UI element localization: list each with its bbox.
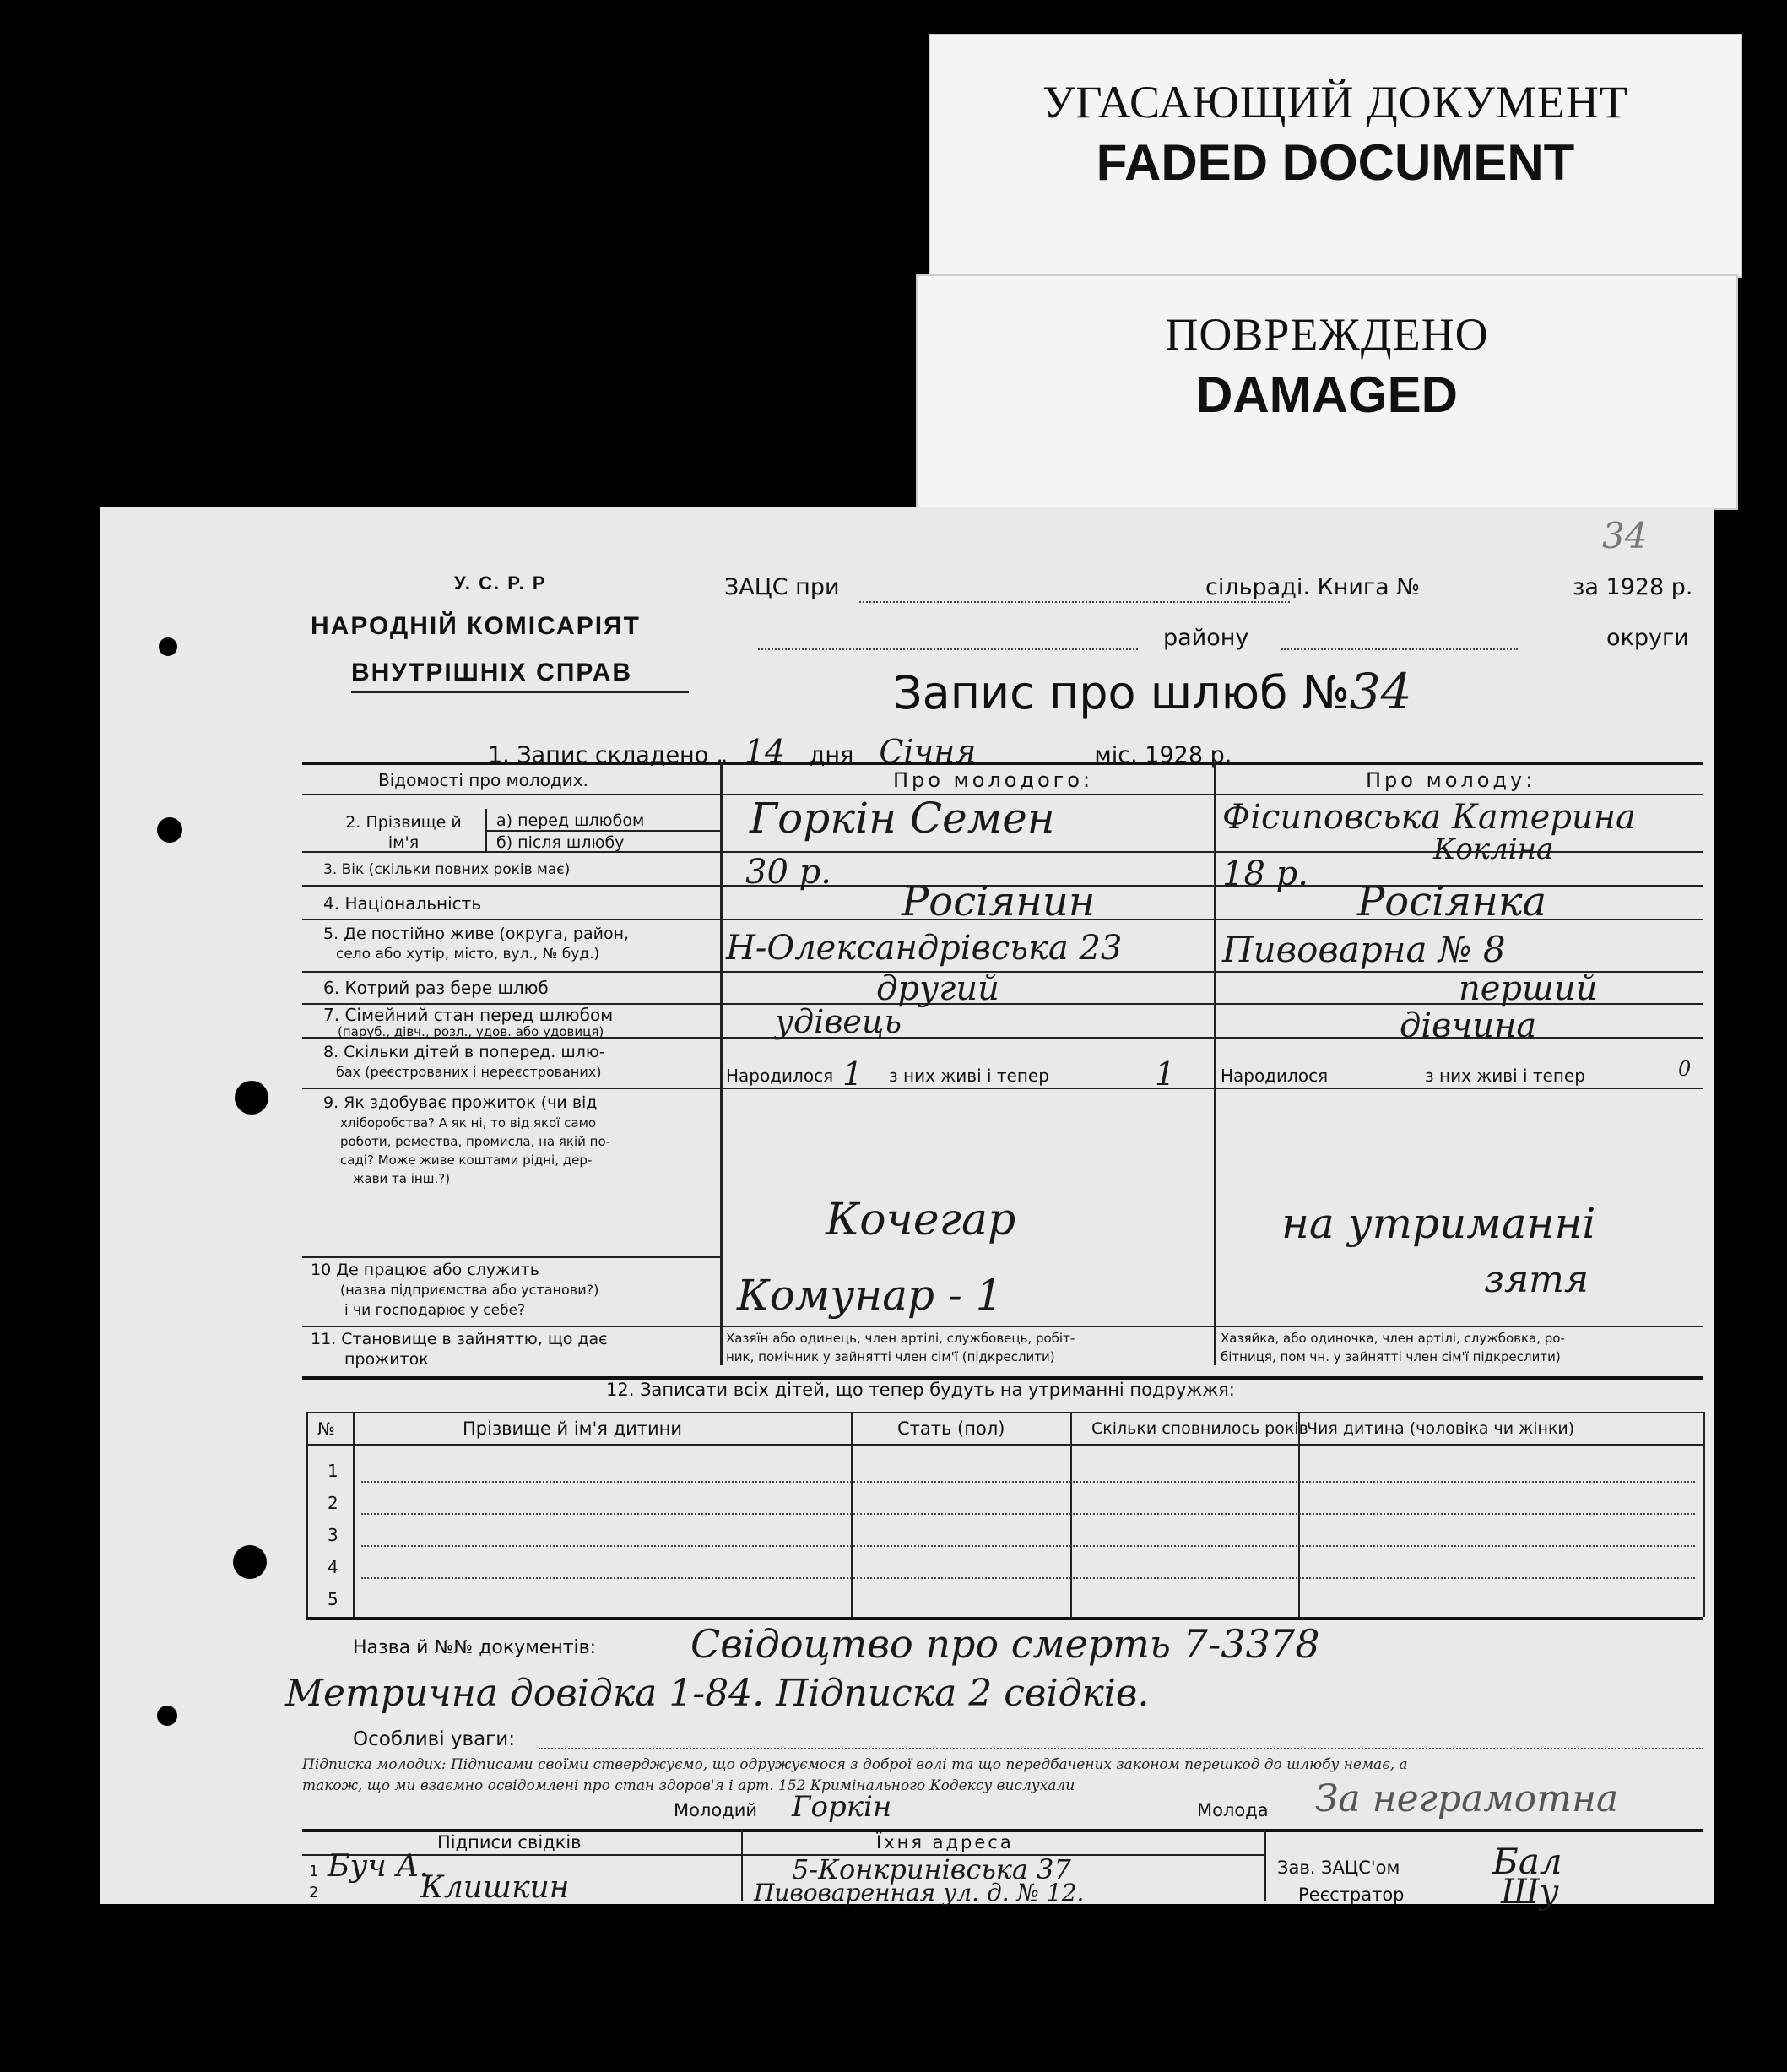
groom-alive-label: з них живі і тепер <box>889 1066 1049 1086</box>
rayonu: району <box>1163 625 1249 651</box>
children-col-sex: Стать (пол) <box>897 1418 1005 1439</box>
bride-age: 18 р. <box>1222 854 1308 893</box>
notes-label: Особливі уваги: <box>353 1728 515 1750</box>
usrr-heading: У. С. Р. Р <box>454 572 547 594</box>
bride-nationality: Росіянка <box>1357 878 1547 925</box>
record-mis: міс. 1928 р. <box>1094 742 1232 768</box>
registrar-label: Реєстратор <box>1298 1885 1405 1905</box>
row-2b: б) після шлюбу <box>496 833 625 852</box>
declaration-line1: Підписка молодих: Підписами своїми стверджуємо, що одружуємося з доброї волі та що передбачених законом перешкод до шлюбу немає, а <box>302 1756 1408 1773</box>
faded-label-ru: УГАСАЮЩИЙ ДОКУМЕНТ <box>1042 77 1628 127</box>
bride-sign-label: Молода <box>1197 1800 1269 1820</box>
groom-name: Горкін Семен <box>750 794 1055 843</box>
children-col-no: № <box>317 1418 335 1439</box>
bride-row11-l2: бітниця, пом чн. у зайнятті член сім'ї підкреслити) <box>1221 1349 1561 1364</box>
groom-sign-label: Молодий <box>674 1800 758 1820</box>
groom-occupation: Кочегар <box>826 1195 1016 1245</box>
commissariat-line2: ВНУТРІШНІХ СПРАВ <box>351 659 633 686</box>
row-2a: а) перед шлюбом <box>496 811 645 830</box>
children-row-2: 2 <box>328 1493 338 1513</box>
za-year: за 1928 р. <box>1573 574 1693 600</box>
record-title <box>893 663 1412 720</box>
children-heading: 12. Записати всіх дітей, що тепер будуть на утриманні подружжя: <box>606 1380 1235 1400</box>
groom-born-label: Народилося <box>726 1066 834 1086</box>
okrugi: округи <box>1606 625 1689 651</box>
groom-times: другий <box>876 969 999 1008</box>
groom-signature: Горкін <box>792 1790 892 1824</box>
documents-label: Назва й №№ документів: <box>353 1637 597 1658</box>
documents-line1: Свідоцтво про смерть 7-3378 <box>690 1621 1320 1667</box>
bride-born-label: Народилося <box>1221 1066 1329 1086</box>
children-row-1: 1 <box>328 1461 338 1481</box>
punch-hole <box>159 637 177 656</box>
groom-nationality: Росіянин <box>902 878 1096 925</box>
record-prefix: 1. Запис складено „ <box>488 742 728 768</box>
witness-address-1: 5-Конкринівська 37 <box>792 1853 1071 1885</box>
record-number: 34 <box>1349 663 1412 720</box>
groom-workplace: Комунар - 1 <box>737 1271 1003 1320</box>
bride-name: Фісиповська Катерина <box>1222 798 1636 837</box>
damaged-label <box>916 274 1738 510</box>
witness-2-no: 2 <box>309 1884 319 1901</box>
children-col-name: Прізвище й ім'я дитини <box>463 1418 683 1439</box>
bride-occupation-2: зятя <box>1484 1258 1589 1301</box>
witness-1-signature: Буч А. <box>328 1849 429 1884</box>
row-11-l2: прожиток <box>344 1350 429 1369</box>
row-10-l3: і чи господарює у себе? <box>344 1302 526 1319</box>
groom-row11-l2: ник, помічник у зайнятті член сім'ї (підкреслити) <box>726 1349 1055 1364</box>
record-month: Січня <box>879 733 977 770</box>
children-row-5: 5 <box>328 1589 338 1609</box>
record-day: 14 <box>744 733 786 770</box>
witness-1-no: 1 <box>309 1863 319 1880</box>
row-8-l1: 8. Скільки дітей в поперед. шлю- <box>323 1043 605 1061</box>
zags-head-signature: Бал <box>1492 1841 1562 1882</box>
row-10-l1: 10 Де працює або служить <box>311 1261 539 1279</box>
row-9-l5: жави та інш.?) <box>353 1171 451 1186</box>
damaged-label-ru: ПОВРЕЖДЕНО <box>1165 309 1489 360</box>
column-groom: Про молодого: <box>893 768 1094 792</box>
row-5-l1: 5. Де постійно живе (округа, район, <box>323 925 630 943</box>
record-dnya: дня <box>809 742 854 768</box>
registrar-signature: Шу <box>1501 1873 1559 1912</box>
bride-status: дівчина <box>1400 1006 1537 1045</box>
bride-name-2: Кокліна <box>1433 833 1554 866</box>
children-row-3: 3 <box>328 1525 338 1545</box>
silradi-kniga: сільраді. Книга № <box>1205 574 1421 600</box>
row-9-l3: роботи, ремества, промисла, на якій по- <box>340 1134 611 1149</box>
commissariat-line1: НАРОДНІЙ КОМІСАРІЯТ <box>311 612 641 640</box>
damaged-label-en: DAMAGED <box>1196 366 1458 423</box>
faded-label-en: FADED DOCUMENT <box>1096 134 1575 191</box>
column-bride: Про молоду: <box>1366 768 1536 792</box>
row-9-l4: саді? Може живе коштами рідні, дер- <box>340 1153 593 1168</box>
zags-head-label: Зав. ЗАЦС'ом <box>1277 1858 1400 1878</box>
witness-address-header: Їхня адреса <box>876 1832 1014 1852</box>
row-6: 6. Котрий раз бере шлюб <box>323 978 549 998</box>
row-10-l2: (назва підприємства або установи?) <box>340 1282 599 1298</box>
row-5-l2: село або хутір, місто, вул., № буд.) <box>336 946 600 963</box>
corner-number: 34 <box>1602 515 1648 556</box>
groom-alive: 1 <box>1155 1055 1176 1093</box>
punch-hole <box>233 1545 267 1579</box>
groom-born: 1 <box>842 1055 864 1093</box>
children-row-4: 4 <box>328 1557 338 1577</box>
groom-row11-l1: Хазяїн або одинець, член артілі, службовець, робіт- <box>726 1331 1075 1346</box>
bride-address: Пивоварна № 8 <box>1222 929 1506 970</box>
children-col-age: Скільки сповнилось років <box>1091 1419 1308 1438</box>
record-title-text: Запис про шлюб № <box>893 666 1350 719</box>
witness-sigs-header: Підписи свідків <box>437 1832 582 1852</box>
bride-alive: 0 <box>1678 1057 1692 1081</box>
bride-alive-label: з них живі і тепер <box>1425 1066 1585 1086</box>
bride-row11-l1: Хазяйка, або одиночка, член артілі, службовка, ро- <box>1221 1331 1565 1346</box>
bride-occupation: на утриманні <box>1281 1199 1596 1248</box>
row-11-l1: 11. Становище в зайняттю, що дає <box>311 1330 608 1348</box>
marriage-record-sheet <box>100 507 1714 1912</box>
witness-address-2: Пивоваренная ул. д. № 12. <box>754 1879 1085 1907</box>
witness-2-signature: Клишкин <box>420 1870 570 1905</box>
bride-times: перший <box>1459 969 1598 1008</box>
column-info: Відомості про молодих. <box>378 770 588 790</box>
documents-line2: Метрична довідка 1-84. Підписка 2 свідків. <box>285 1672 1150 1715</box>
row-7-l1: 7. Сімейний стан перед шлюбом <box>323 1005 614 1025</box>
row-4: 4. Національність <box>323 893 482 914</box>
row-9-l1: 9. Як здобуває прожиток (чи від <box>323 1093 598 1112</box>
punch-hole <box>157 1706 177 1726</box>
groom-address: Н-Олександрівська 23 <box>726 929 1123 968</box>
row-9-l2: хліборобства? А як ні, то від якої само <box>340 1115 597 1131</box>
punch-hole <box>157 817 182 843</box>
zags-pri: ЗАЦС при <box>724 574 840 600</box>
row-3: 3. Вік (скільки повних років має) <box>323 861 571 878</box>
row-8-l2: бах (реєстрованих і нереєстрованих) <box>336 1064 602 1080</box>
groom-age: 30 р. <box>745 853 831 892</box>
faded-document-label <box>929 34 1742 278</box>
children-col-whose: Чия дитина (чоловіка чи жінки) <box>1307 1419 1575 1438</box>
row-7-l2: (паруб., дівч., розл., удов. або удовиця) <box>338 1024 604 1039</box>
bride-signature: За неграмотна <box>1315 1777 1619 1820</box>
declaration-line2: також, що ми взаємно освідомлені про стан здоров'я і арт. 152 Кримінального Кодексу вислухали <box>302 1777 1075 1794</box>
punch-hole <box>235 1081 268 1115</box>
row-2-label: 2. Прізвище й ім'я <box>345 813 462 852</box>
groom-status: удівець <box>775 1003 902 1040</box>
